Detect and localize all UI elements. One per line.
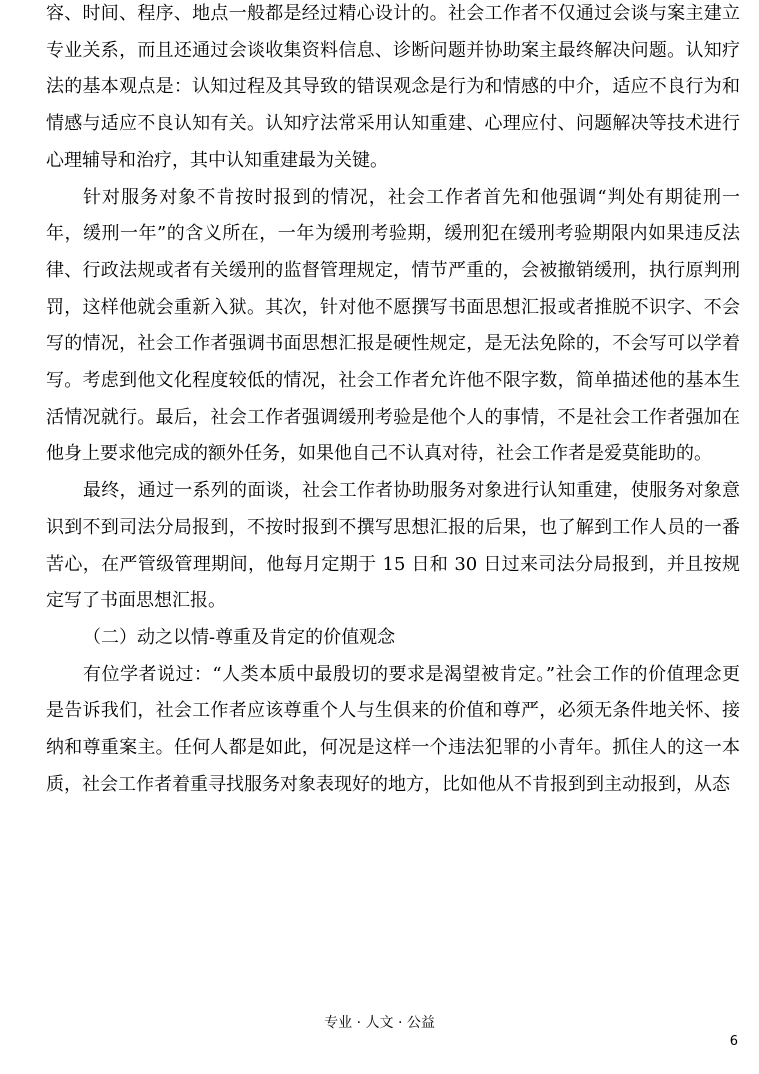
paragraph-continuation: 容、时间、程序、地点一般都是经过精心设计的。社会工作者不仅通过会谈与案主建立专业关系，而且还通过会谈收集资料信息、诊断问题并协助案主最终解决问题。认知疗法的基本观点是：认知过程及其导致的错误观念是行为和情感的中介，适应不良行为和情感与适应不良认知有关。认知疗法常采用认知重建、心理应付、问题解决等技术进行心理辅导和治疗，其中认知重建最为关键。 bbox=[46, 3, 740, 171]
paragraph-outcome: 最终，通过一系列的面谈，社会工作者协助服务对象进行认知重建，使服务对象意识到不到司法分局报到，不按时报到不撰写思想汇报的后果，也了解到工作人员的一番苦心，在严管级管理期间，他每月定期于 15 日和 30 日过来司法分局报到，并且按规定写了书面思想汇报。 bbox=[46, 480, 740, 612]
page-number: 6 bbox=[729, 1034, 738, 1049]
body-text bbox=[46, 0, 740, 803]
section-heading: （二）动之以情-尊重及肯定的价值观念 bbox=[83, 626, 396, 648]
paragraph-respect: 有位学者说过：“人类本质中最殷切的要求是渴望被肯定。”社会工作的价值理念更是告诉我们，社会工作者应该尊重个人与生俱来的价值和尊严，必须无条件地关怀、接纳和尊重案主。任何人都是如此，何况是这样一个违法犯罪的小青年。抓住人的这一本质，社会工作者着重寻找服务对象表现好的地方，比如他从不肯报到到主动报到，从态 bbox=[46, 663, 740, 795]
paragraph-probation-explanation: 针对服务对象不肯按时报到的情况，社会工作者首先和他强调“判处有期徒刑一年，缓刑一年”的含义所在，一年为缓刑考验期，缓刑犯在缓刑考验期限内如果违反法律、行政法规或者有关缓刑的监督管理规定，情节严重的，会被撤销缓刑，执行原判刑罚，这样他就会重新入狱。其次，针对他不愿撰写书面思想汇报或者推脱不识字、不会写的情况，社会工作者强调书面思想汇报是硬性规定，是无法免除的，不会写可以学着写。考虑到他文化程度较低的情况，社会工作者允许他不限字数，简单描述他的基本生活情况就行。最后，社会工作者强调缓刑考验是他个人的事情，不是社会工作者强加在他身上要求他完成的额外任务，如果他自己不认真对待，社会工作者是爱莫能助的。 bbox=[46, 186, 740, 465]
page-footer: 专业 · 人文 · 公益 bbox=[324, 1015, 435, 1031]
